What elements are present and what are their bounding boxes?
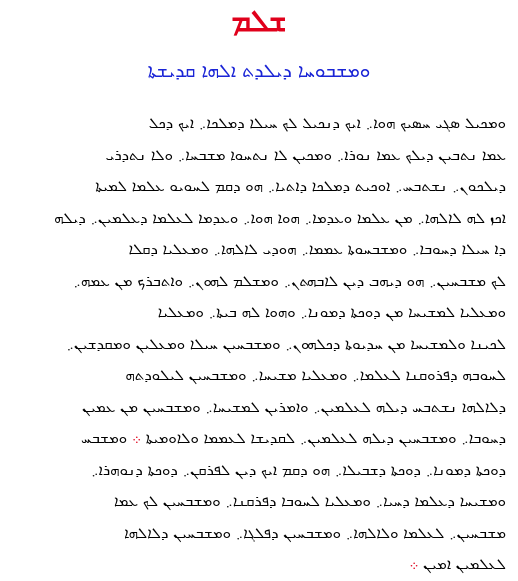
body-line: ܠܟܝܢܐ ܘܠܡܫܝܚܐ ܡܢ ܚܕܝܘܬܐ ܕܟܠܗܘܢ܇ ܘܡܫܒܚܝܢ ܚܝܠܐ ܘܡܥܠܝܢ ܘܡܩܕܫܝܢ܇ [66,334,506,353]
body-line: ܕܠܐܠܗܐ ܢܫܬܒܚ ܕܝܠܗ ܠܥܠܡܝܢ܇ ܘܐܡܪܝܢ ܠܡܫܝܚܐ܇ ܘܡܫܒܚܝܢ ܡܢ ܥܡܝܢ [82,397,506,416]
body-line: ܘܡܫܝܚܐ ܕܥܠܡܐ ܕܚܝܐ܇ ܘܡܥܠܝܐ ܠܚܘܒܐ ܕܦܪܩܢܐ܇ ܘܡܫܒܚܝܢ ܠܟ ܥܡܐ [114,492,506,510]
body-line: ܕܘܟܬܐ ܕܡܘܢܐ܇ ܕܘܟܬܐ ܕܫܒܝܠܐ܇ ܗܘ ܕܩܡ ܐܝܟ ܕܝܢ ܠܦܪܩܢ܇ ܕܘܟܬܐ ܕܢܘܗܪܐ܇ [91,460,506,479]
body-line: ܠܟ ܡܫܒܚܝܢ܇ ܗܘ ܕܝܗܒ ܕܝܢ ܠܐܒܗܬܢ܇ ܘܡܫܠܡ ܠܗܘܢ܇ ܘܐܬܒܪܟ ܡܢ ܥܡܗ܇ [73,271,506,290]
body-line: ܘܡܟܝܠ ܣܓܝ ܚܣܝܟ ܗܘܐ܇ ܐܝܟ ܕܢܟܝܠ ܠܟ ܚܝܠܐ ܕܡܠܟܐ܇ ܐܝܟ ܕܟܠ [148,114,506,132]
cross-symbol-heading: ܫܠܡ [231,4,287,39]
body-line: ܘܡܥܠܝܐ ܠܡܫܝܚܐ ܡܢ ܕܘܟܬܐ ܕܡܘܢܐ܇ ܘܗܘܐ ܠܗ ܒܝܬܐ܇ ܘܡܥܠܝܐ [157,303,506,321]
body-line: ܠܚܘܒܗ ܕܦܪܘܩܢܐ ܠܥܠܡܐ܇ ܘܡܥܠܝܐ ܡܫܝܚܐ܇ ܘܡܫܒܚܝܢ ܠܝܠܘܕܬܗ [125,366,506,384]
body-line: ܕܐ ܚܝܠܐ ܕܚܘܒܐ܇ ܘܡܫܒܚܘܬܐ ܥܡܡܐ܇ ܗܘܕܝ ܠܐܠܗܐ܇ ܘܡܥܠܝܐ ܕܩܠܐ [128,240,506,258]
body-line: ܕܚܘܒܐ܇ ܘܡܫܒܚܝܢ ܕܝܠܗ ܠܥܠܡܝܢ܇ ܠܩܕܝܫܐ ܠܥܡܡܐ ܘܠܐܘܡܝܬܐ ܀ ܘܡܫܒܚ [81,429,506,447]
body-line: ܐܟܙ ܠܗ ܠܐܠܗܐ܇ ܡܢ ܥܠܡܐ ܘܥܕܡܐ܇ ܗܘܐ ܗܘܐ܇ ܘܥܕܡܐ ܠܥܠܡܐ ܕܥܠܡܝܢ܇ ܕܝܠܗ [54,208,506,227]
body-line: ܕܝܠܟܘܢ܇ ܢܫܬܒܚ܇ ܐܘܟܝܬ ܕܡܠܟܐ ܕܐܬܝܐ܇ ܗܘ ܕܩܡ ܠܚܘܝܘ ܥܠܡܐ ܠܡܝܬܐ [95,177,506,195]
document-title: ܘܡܫܒܘܚܐ ܕܝܠܕܬ ܐܠܗܐ ܩܕܝܫܬܐ [147,60,371,82]
separator-mark: ܀ [409,555,419,573]
body-line: ܥܡܐ ܢܬܒܝܢ ܕܝܠܟ ܥܡܐ ܢܘܪܐ܇ ܘܡܟܝܢ ܠܐ ܢܬܚܘܐ ܡܫܒܚܐ܇ ܘܠܐ ܢܬܕܪܝ [105,145,506,164]
body-paragraph [16,108,506,581]
separator-mark: ܀ [131,429,141,447]
body-line: ܠܥܠܡܝܢ ܐܡܝܢ ܀ [409,555,506,573]
body-line: ܡܫܒܚܝܢ܇ ܠܥܠܡܐ ܘܠܐܠܗܐ܇ ܘܡܫܒܚܝܢ ܕܦܠܓܐ܇ ܘܡܫܒܚܝܢ ܕܠܐܠܗܐ [124,523,506,542]
